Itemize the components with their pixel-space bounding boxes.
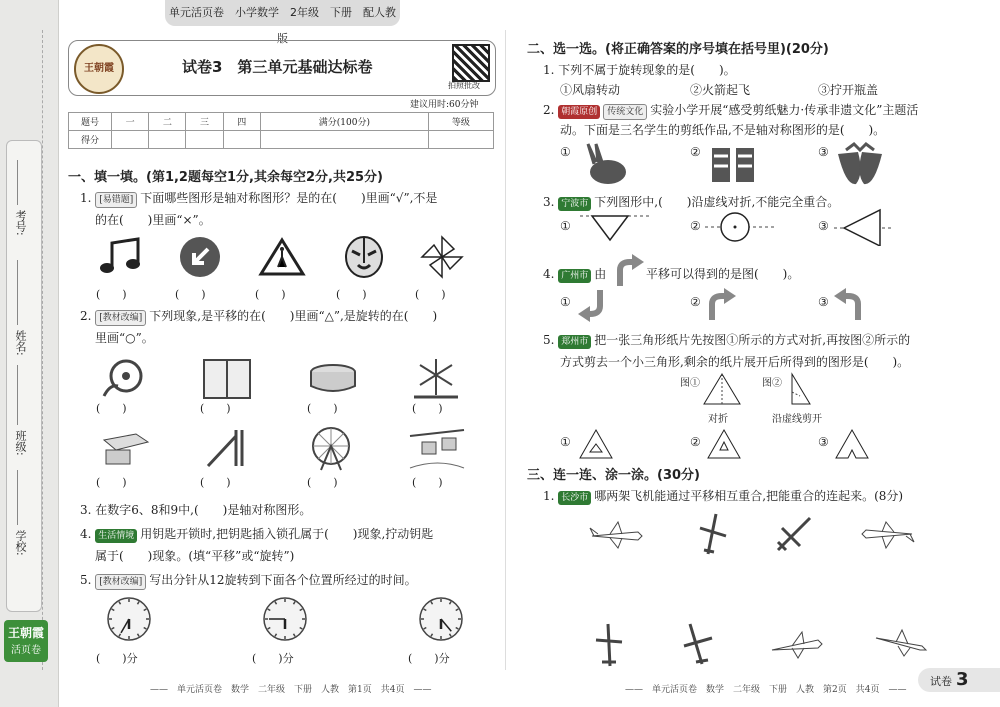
id-field-label: 考号: [14,210,27,236]
question-tag: 宁波市 [558,197,591,211]
header-tab: 单元活页卷 小学数学 2年级 下册 配人教版 [165,0,400,26]
question-text: 把一张三角形纸片先按图①所示的方式对折,再按图②所示的 [594,333,911,347]
result-option-3-figure[interactable] [834,428,870,460]
section1-title: 一、填一填。(第1,2题每空1分,其余每空2分,共25分) [68,170,383,185]
brand-logo-small: 王朝霞 活页卷 [4,620,48,662]
arrow-shape-icon [614,254,644,288]
qr-label: 拍照批改 [448,81,480,90]
school-field-line[interactable] [17,470,18,525]
airplane-icon[interactable] [860,520,916,550]
arrow-option-2-icon[interactable] [706,288,736,322]
s3-question-1: 1. 长沙市 哪两架飞机能通过平移相互重合,把能重合的连起来。(8分) [543,489,904,503]
result-option-2-figure[interactable] [706,428,742,460]
s2-question-5: 5. 郑州市 把一张三角形纸片先按图①所示的方式对折,再按图②所示的 [543,333,911,347]
option-mark: ③ [818,219,829,233]
footer-left: —— 单元活页卷 数学 二年级 下册 人教 第1页 共4页 —— [150,685,432,695]
id-field-line[interactable] [17,160,18,205]
s2-question-4-cont: 平移可以得到的是图( )。 [646,267,800,281]
option-mark: ② [690,435,701,449]
option-mark: ② [690,145,701,159]
school-field-label: 学校: [14,530,27,556]
minute-answer-blank[interactable]: ( )分 [252,652,294,665]
question-text: 下面哪些图形是轴对称图形？是的在( )里画“√”,不是 [140,191,438,205]
class-field-line[interactable] [17,365,18,425]
test-label: 试卷 [930,675,952,688]
arrow-option-3-icon[interactable] [834,288,864,322]
answer-blank[interactable]: ( ) [415,288,446,301]
option-mark: ② [690,295,701,309]
question-tag: 长沙市 [558,491,591,505]
airplane-icon[interactable] [772,512,816,556]
option-mark: ① [560,435,571,449]
minute-answer-blank[interactable]: ( )分 [408,652,450,665]
arrow-option-1-icon[interactable] [578,288,608,322]
question-text: 由 [594,267,607,281]
score-input-cell[interactable] [112,131,149,149]
result-option-1-figure[interactable] [578,428,614,460]
windmill-icon [410,355,462,401]
section3-title: 三、连一连、涂一涂。(30分) [527,468,700,483]
s2-question-3: 3. 宁波市 下列图形中,( )沿虚线对折,不能完全重合。 [543,195,840,209]
option[interactable]: ②火箭起飞 [690,83,751,97]
class-field-label: 班级: [14,430,27,456]
answer-blank[interactable]: ( ) [175,288,206,301]
qr-code-icon[interactable] [452,44,490,82]
clock-icon [418,596,464,642]
answer-blank[interactable]: ( ) [412,402,443,415]
s2-question-2: 2. 朝霞原创 传统文化 实验小学开展“感受剪纸魅力·传承非遗文化”主题活 [543,100,918,120]
answer-blank[interactable]: ( ) [255,288,286,301]
answer-blank[interactable]: ( ) [96,476,127,489]
question-tag: [教材改编] [95,310,146,326]
page-title: 试卷3 第三单元基础达标卷 [182,58,373,76]
score-table-header-row [69,113,494,131]
score-cell: 题号 [69,113,112,131]
double-happiness-papercut-icon[interactable] [708,142,758,188]
spinning-top-table-icon [305,358,361,400]
answer-blank[interactable]: ( ) [96,288,127,301]
score-table [68,112,494,149]
score-cell: 一 [112,113,149,131]
page-divider [505,30,506,670]
rabbit-papercut-icon[interactable] [580,142,630,188]
brand-logo: 王朝霞 [74,44,124,94]
option[interactable]: ③拧开瓶盖 [818,83,879,97]
name-field-label: 姓名: [14,330,27,356]
cut-triangle-figure [786,372,816,406]
section2-title: 二、选一选。(将正确答案的序号填在括号里)(20分) [527,42,829,57]
answer-blank[interactable]: ( ) [200,476,231,489]
score-cell: 满分(100分) [260,113,428,131]
question-text: 下列图形中,( )沿虚线对折,不能完全重合。 [594,195,840,209]
circle-fold-figure[interactable] [705,210,775,244]
s2-question-1: 1. 下列不属于旋转现象的是( )。 [543,63,736,77]
option-mark: ③ [818,145,829,159]
airplane-icon[interactable] [768,630,824,660]
airplane-icon[interactable] [678,620,718,668]
question-5: 5. [教材改编] 写出分针从12旋转到下面各个位置所经过的时间。 [80,570,417,590]
footer-right: —— 单元活页卷 数学 二年级 下册 人教 第2页 共4页 —— [625,685,907,695]
answer-blank[interactable]: ( ) [96,402,127,415]
option-mark: ③ [818,295,829,309]
airplane-icon[interactable] [588,520,644,550]
score-input-cell[interactable] [149,131,186,149]
pedestrian-sign-icon [258,237,306,277]
fold-label: 对折 [708,414,728,425]
airplane-icon[interactable] [592,620,626,670]
s2-question-5-cont: 方式剪去一个小三角形,剩余的纸片展开后所得到的图形是( )。 [560,355,910,369]
option-mark: ① [560,295,571,309]
question-tag: 传统文化 [603,104,647,120]
score-input-cell[interactable] [428,131,493,149]
question-1-cont: 的在( )里画“×”。 [95,213,211,227]
clock-icon [106,596,152,642]
drawer-icon [100,430,150,470]
steering-wheel-icon [100,356,150,400]
option[interactable]: ①风扇转动 [560,83,621,97]
s2-question-4: 4. 广州市 由 [543,267,607,281]
question-tag: [易错题] [95,192,137,208]
answer-blank[interactable]: ( ) [307,476,338,489]
score-cell: 四 [223,113,260,131]
triangle-fold-figure[interactable] [580,210,650,244]
slide-icon [202,426,252,472]
question-3: 3. 在数字6、8和9中,( )是轴对称图形。 [80,503,312,517]
question-text: 用钥匙开锁时,把钥匙插入锁孔属于( )现象,拧动钥匙 [140,527,434,541]
name-field-line[interactable] [17,260,18,325]
figure-2-label: 图② [762,378,782,389]
music-note-icon [98,237,146,277]
fold-triangle-figure [702,372,742,406]
option-mark: ① [560,219,571,233]
answer-blank[interactable]: ( ) [412,476,443,489]
score-input-cell[interactable] [260,131,428,149]
score-cell: 三 [186,113,223,131]
score-cell: 二 [149,113,186,131]
sliding-window-icon [202,358,252,400]
option-mark: ① [560,145,571,159]
question-tag: 朝霞原创 [558,105,600,119]
cut-label: 沿虚线剪开 [772,414,822,425]
answer-blank[interactable]: ( ) [307,402,338,415]
airplane-icon[interactable] [872,628,928,658]
question-2: 2. [教材改编] 下列现象,是平移的在( )里画“△”,是旋转的在( ) [80,306,437,326]
clock-icon [262,596,308,642]
question-text: 实验小学开展“感受剪纸魅力·传承非遗文化”主题活 [650,103,919,117]
question-2-cont: 里画“○”。 [95,331,154,345]
question-4-cont: 属于( )现象。(填“平移”或“旋转”) [95,549,295,563]
question-1: 1. [易错题] 下面哪些图形是轴对称图形？是的在( )里画“√”,不是 [80,188,437,208]
test-number-badge [918,668,1000,692]
strawberry-papercut-icon[interactable] [834,140,886,190]
question-4: 4. 生活情境 用钥匙开锁时,把钥匙插入锁孔属于( )现象,拧动钥匙 [80,527,434,541]
arrow-sign-icon [178,235,222,279]
cable-car-icon [408,428,466,470]
angle-fold-figure[interactable] [834,206,894,246]
time-hint: 建议用时:60分钟 [410,100,479,110]
option-mark: ③ [818,435,829,449]
score-input-cell[interactable] [186,131,223,149]
test-number: 3 [956,669,969,690]
score-cell: 得分 [69,131,112,149]
ferris-wheel-icon [305,424,357,472]
score-cell: 等级 [428,113,493,131]
s2-question-2-cont: 动。下面是三名学生的剪纸作品,不是轴对称图形的是( )。 [560,123,886,137]
score-input-cell[interactable] [223,131,260,149]
answer-blank[interactable]: ( ) [200,402,231,415]
question-tag: 广州市 [558,269,591,283]
question-text: 写出分针从12旋转到下面各个位置所经过的时间。 [149,573,417,587]
question-text: 下列现象,是平移的在( )里画“△”,是旋转的在( ) [149,309,438,323]
pinwheel-icon [420,235,464,279]
opera-mask-icon [342,233,386,279]
minute-answer-blank[interactable]: ( )分 [96,652,138,665]
airplane-icon[interactable] [692,510,732,558]
score-table-score-row [69,131,494,149]
question-tag: [教材改编] [95,574,146,590]
answer-blank[interactable]: ( ) [336,288,367,301]
cut-line [42,30,43,670]
question-tag: 生活情境 [95,529,137,543]
question-text: 哪两架飞机能通过平移相互重合,把能重合的连起来。(8分) [594,489,904,503]
option-mark: ② [690,219,701,233]
question-tag: 郑州市 [558,335,591,349]
figure-1-label: 图① [680,378,700,389]
